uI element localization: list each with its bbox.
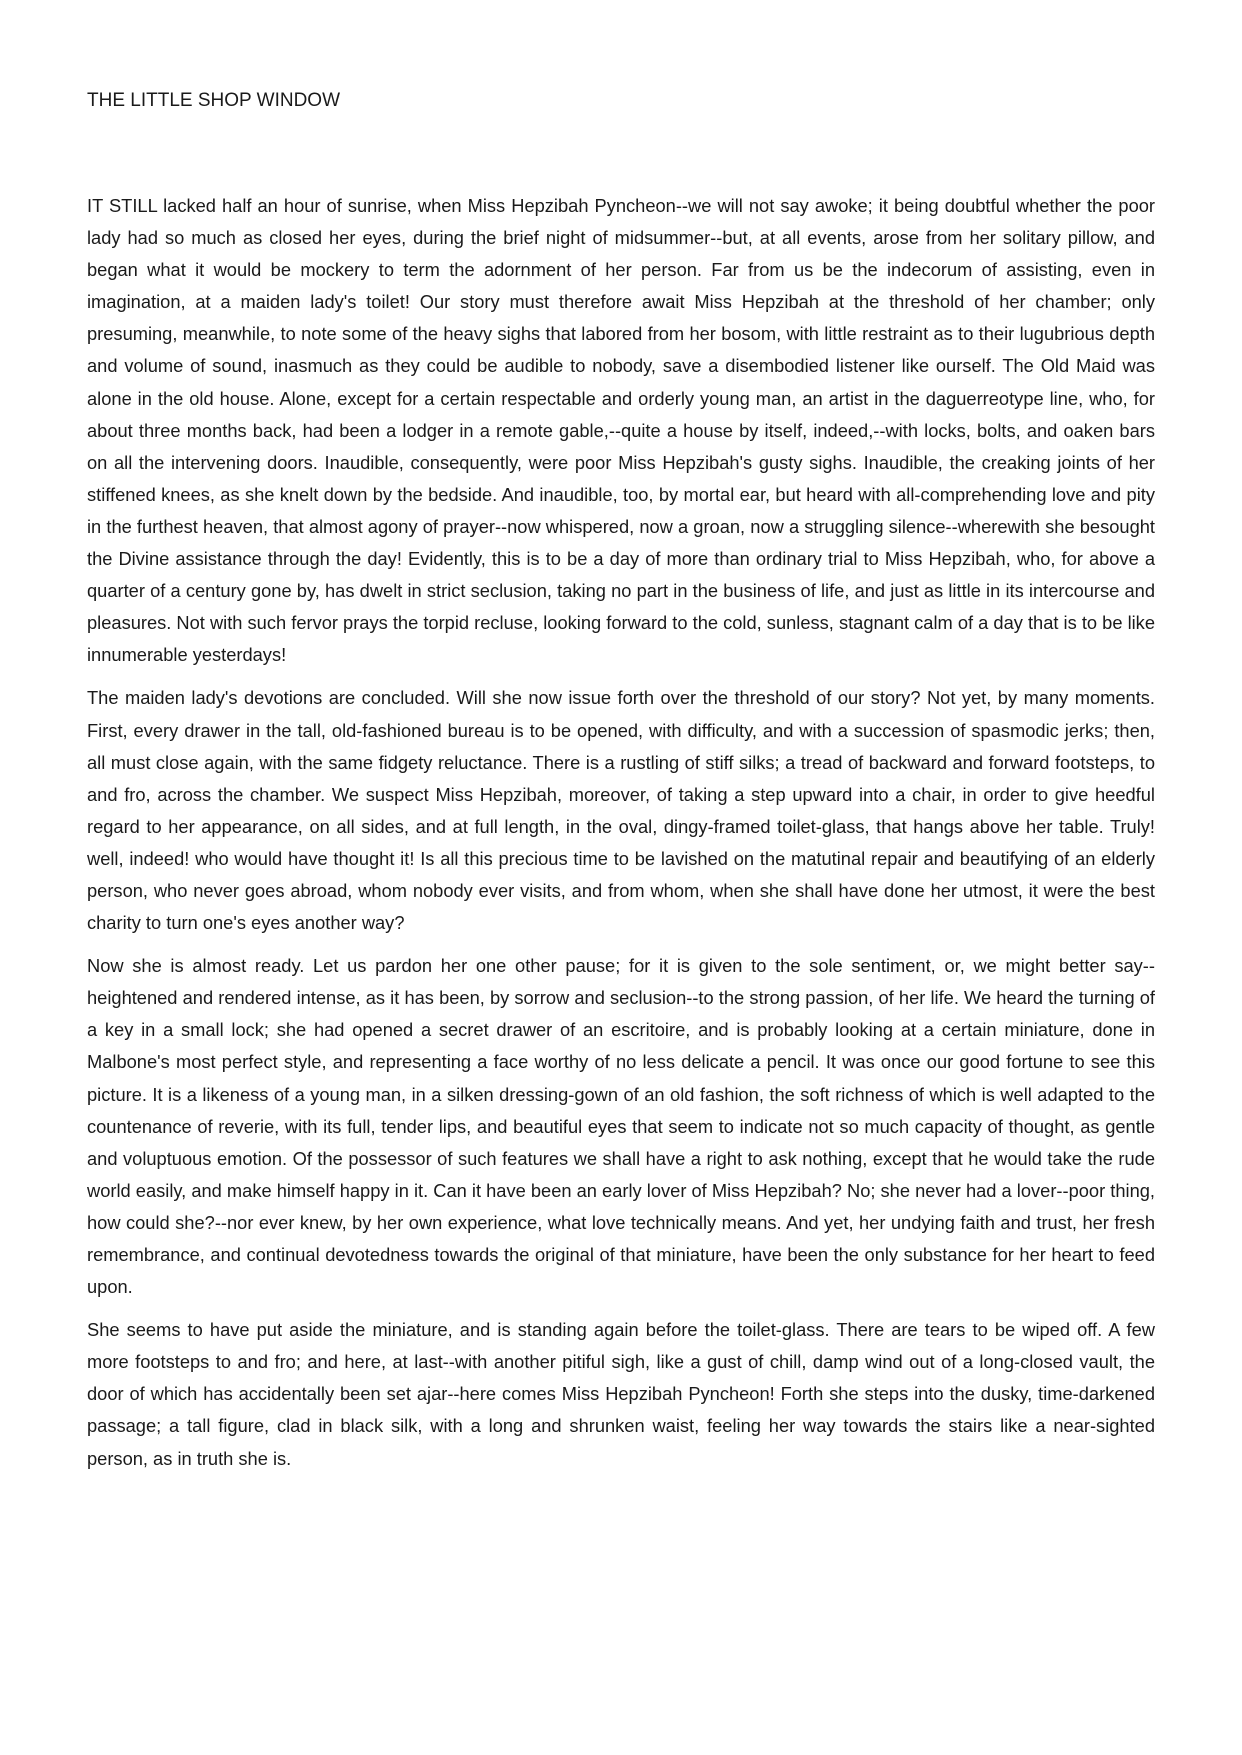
paragraph-3: Now she is almost ready. Let us pardon her one other pause; for it is given to the sole sentiment, or, we might better say--heightened and rendered intense, as it has been, by sorrow and seclusion--to the strong passion, of her life. We heard the turning of a key in a small lock; she had opened a secret drawer of an escritoire, and is probably looking at a certain miniature, done in Malbone's most perfect style, and representing a face worthy of no less delicate a pencil. It was once our good fortune to see this picture. It is a likeness of a young man, in a silken dressing-gown of an old fashion, the soft richness of which is well adapted to the countenance of reverie, with its full, tender lips, and beautiful eyes that seem to indicate not so much capacity of thought, as gentle and voluptuous emotion. Of the possessor of such features we shall have a right to ask nothing, except that he would take the rude world easily, and make himself happy in it. Can it have been an early lover of Miss Hepzibah? No; she never had a lover--poor thing, how could she?--nor ever knew, by her own experience, what love technically means. And yet, her undying faith and trust, her fresh remembrance, and continual devotedness towards the original of that miniature, have been the only substance for her heart to feed upon. — [87, 955, 1155, 1298]
paragraph-1: IT STILL lacked half an hour of sunrise, when Miss Hepzibah Pyncheon--we will not say awoke; it being doubtful whether the poor lady had so much as closed her eyes, during the brief night of midsummer--but, at all events, arose from her solitary pillow, and began what it would be mockery to term the adornment of her person. Far from us be the indecorum of assisting, even in imagination, at a maiden lady's toilet! Our story must therefore await Miss Hepzibah at the threshold of her chamber; only presuming, meanwhile, to note some of the heavy sighs that labored from her bosom, with little restraint as to their lugubrious depth and volume of sound, inasmuch as they could be audible to nobody, save a disembodied listener like ourself. The Old Maid was alone in the old house. Alone, except for a certain respectable and orderly young man, an artist in the daguerreotype line, who, for about three months back, had been a lodger in a remote gable,--quite a house by itself, indeed,--with locks, bolts, and oaken bars on all the intervening doors. Inaudible, consequently, were poor Miss Hepzibah's gusty sighs. Inaudible, the creaking joints of her stiffened knees, as she knelt down by the bedside. And inaudible, too, by mortal ear, but heard with all-comprehending love and pity in the furthest heaven, that almost agony of prayer--now whispered, now a groan, now a struggling silence--wherewith she besought the Divine assistance through the day! Evidently, this is to be a day of more than ordinary trial to Miss Hepzibah, who, for above a quarter of a century gone by, has dwelt in strict seclusion, taking no part in the business of life, and just as little in its intercourse and pleasures. Not with such fervor prays the torpid recluse, looking forward to the cold, sunless, stagnant calm of a day that is to be like innumerable yesterdays! — [87, 195, 1155, 666]
chapter-body — [87, 190, 1155, 1486]
paragraph-2: The maiden lady's devotions are concluded. Will she now issue forth over the threshold of our story? Not yet, by many moments. First, every drawer in the tall, old-fashioned bureau is to be opened, with difficulty, and with a succession of spasmodic jerks; then, all must close again, with the same fidgety reluctance. There is a rustling of stiff silks; a tread of backward and forward footsteps, to and fro, across the chamber. We suspect Miss Hepzibah, moreover, of taking a step upward into a chair, in order to give heedful regard to her appearance, on all sides, and at full length, in the oval, dingy-framed toilet-glass, that hangs above her table. Truly! well, indeed! who would have thought it! Is all this precious time to be lavished on the matutinal repair and beautifying of an elderly person, who never goes abroad, whom nobody ever visits, and from whom, when she shall have done her utmost, it were the best charity to turn one's eyes another way? — [87, 687, 1155, 934]
chapter-title: THE LITTLE SHOP WINDOW — [87, 90, 341, 111]
paragraph-4: She seems to have put aside the miniature, and is standing again before the toilet-glass. There are tears to be wiped off. A few more footsteps to and fro; and here, at last--with another pitiful sigh, like a gust of chill, damp wind out of a long-closed vault, the door of which has accidentally been set ajar--here comes Miss Hepzibah Pyncheon! Forth she steps into the dusky, time-darkened passage; a tall figure, clad in black silk, with a long and shrunken waist, feeling her way towards the stairs like a near-sighted person, as in truth she is. — [87, 1319, 1155, 1469]
document-page — [87, 0, 1155, 1755]
